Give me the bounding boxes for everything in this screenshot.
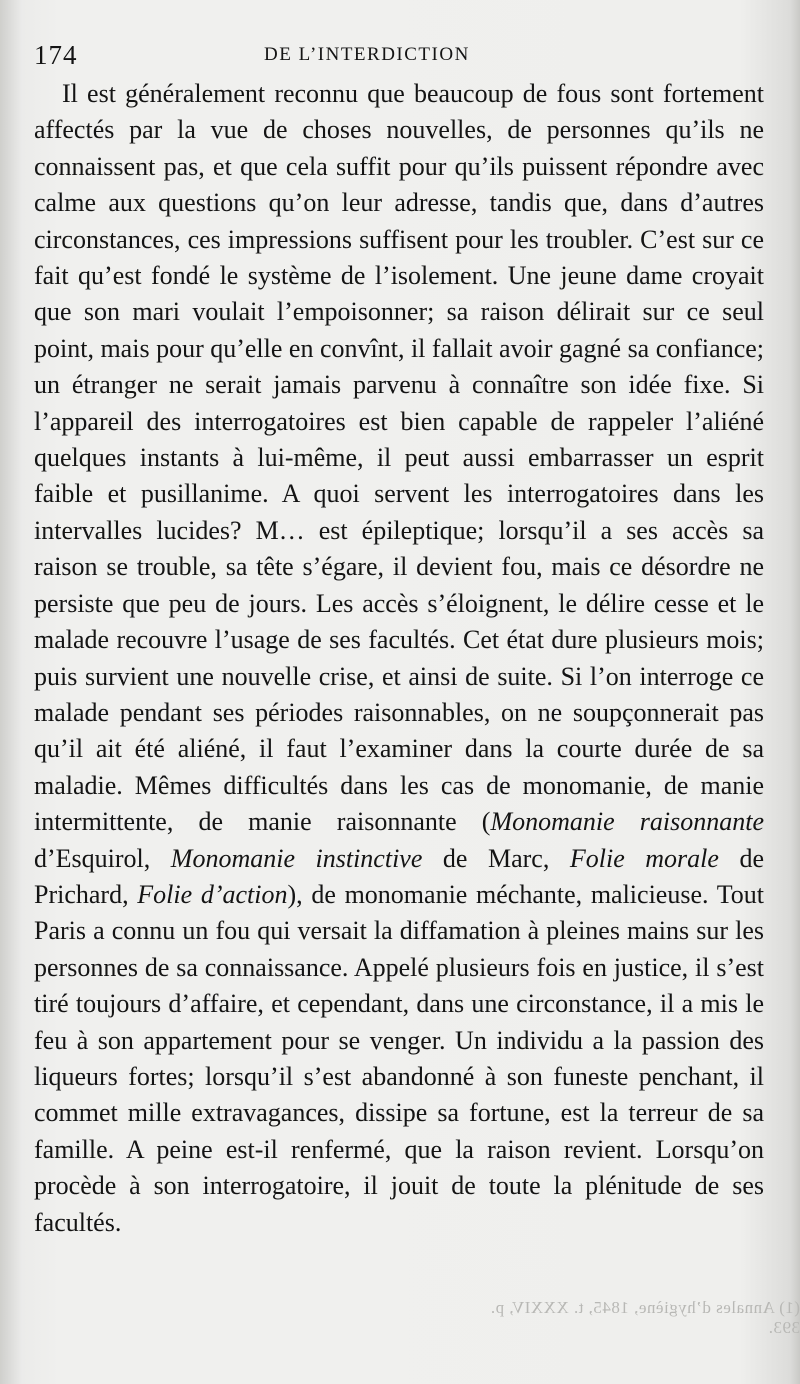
paragraph [34,76,764,1241]
page-header [34,34,780,68]
body-text [34,76,764,1241]
page-number: 174 [34,40,78,70]
italic-term: Monomanie raisonnante [490,807,765,837]
text-run: de Marc, [422,843,570,873]
text-run: de Prichard, [34,843,765,909]
italic-term: Monomanie instinctive [170,843,423,873]
italic-term: Folie d’action [137,879,288,909]
italic-term: Folie morale [569,843,719,873]
text-run: Il est généralement reconnu que beaucoup de fous sont fortement affectés par la vue de choses nouvelles, de personnes qu’ils ne connaissent pas, et que cela suffit pour qu’ils puissent répondre avec calme aux questions qu’on leur adresse, tandis que, dans d’autres circonstances, ces impressions suffisent pour les troubler. C’est sur ce fait qu’est fondé le système de l’isolement. Une jeune dame croyait que son mari voulait l’empoisonner; sa raison délirait sur ce seul point, mais pour qu’elle en convînt, il fallait avoir gagné sa confiance; un étranger ne serait jamais parvenu à connaître son idée fixe. Si l’appareil des interrogatoires est bien capable de rappeler l’aliéné quelques instants à lui-même, il peut aussi embarrasser un esprit faible et pusillanime. A quoi servent les interrogatoires dans les intervalles lucides? M… est épileptique; lorsqu’il a ses accès sa raison se trouble, sa tête s’égare, il devient fou, mais ce désordre ne persiste que peu de jours. Les accès s’éloignent, le délire cesse et le malade recouvre l’usage de ses facultés. Cet état dure plusieurs mois; puis survient une nouvelle crise, et ainsi de suite. Si l’on interroge ce malade pendant ses périodes raisonnables, on ne soupçonnerait pas qu’il ait été aliéné, il faut l’examiner dans la courte durée de sa maladie. Mêmes difficultés dans les cas de monomanie, de manie intermittente, de manie raisonnante ( [34,79,764,837]
text-run: d’Esquirol, [34,843,171,873]
text-run: ), de monomanie méchante, malicieuse. Tout Paris a connu un fou qui versait la diffamation à pleines mains sur les personnes de sa connaissance. Appelé plusieurs fois en justice, il s’est tiré toujours d’affaire, et cependant, dans une circonstance, il a mis le feu à son appartement pour se venger. Un individu a la passion des liqueurs fortes; lorsqu’il s’est abandonné à son funeste penchant, il commet mille extravagances, dissipe sa fortune, est la terreur de sa famille. A peine est-il renfermé, que la raison revient. Lorsqu’on procède à son interrogatoire, il jouit de toute la plénitude de ses facultés. [34,879,764,1237]
bleed-through-text: (1) Annales d’hygiène, 1845, t. XXXIV, p. 393. [490,1298,800,1337]
running-head: DE L’INTERDICTION [264,44,470,65]
